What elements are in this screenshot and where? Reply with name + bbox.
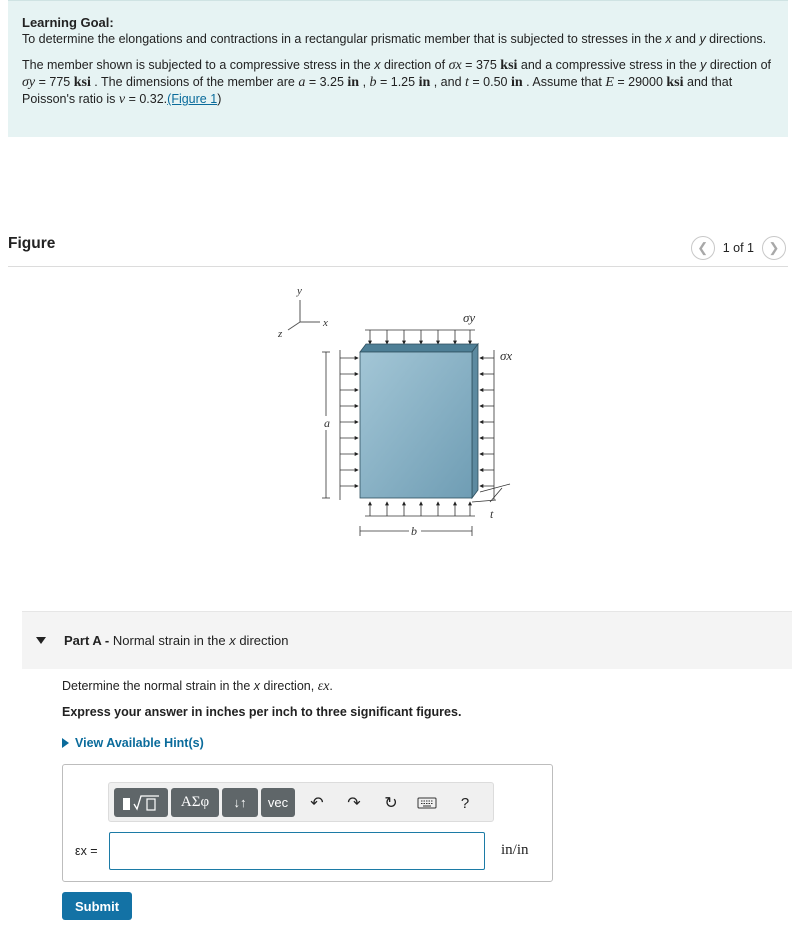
dimension-t-label: t xyxy=(490,507,494,521)
templates-button[interactable] xyxy=(114,788,168,817)
dimension-b-label: b xyxy=(411,524,417,538)
axis-y-label: y xyxy=(297,285,302,297)
figure-divider xyxy=(8,266,788,267)
figure-page-count: 1 of 1 xyxy=(722,241,754,255)
chevron-left-icon: ❮ xyxy=(697,240,709,255)
greek-symbols-button[interactable]: ΑΣφ xyxy=(171,788,219,817)
figure-link[interactable]: (Figure 1 xyxy=(167,92,218,106)
sigma-x-left-arrows xyxy=(340,350,358,500)
chevron-right-icon: ❯ xyxy=(768,240,780,255)
sigma-y-top-arrows xyxy=(365,330,475,344)
learning-goal-title: Learning Goal: xyxy=(22,15,114,30)
axis-z-label: z xyxy=(278,328,283,340)
block-top-face xyxy=(360,344,478,352)
answer-box xyxy=(62,764,553,882)
problem-statement: The member shown is subjected to a compressive stress in the x direction of σx = 375 ksi and a compressive stress in the y direction of σy = 775 ksi . The dimensions of the member are a = 3.25 in , b = 1.25 in , and t = 0.50 in . Assume that E = 29000 ksi and that Poisson's ratio is v = 0.32.(Figure 1) xyxy=(22,58,772,107)
figure-pager xyxy=(691,236,786,260)
part-a-title: Part A - Normal strain in the x direction xyxy=(64,633,289,648)
block-side-face xyxy=(472,344,478,498)
answer-unit: in/in xyxy=(501,842,529,858)
sigma-y-bottom-arrows xyxy=(365,502,475,516)
sigma-x-label: σx xyxy=(500,348,513,363)
question-text: Determine the normal strain in the x direction, εx. xyxy=(62,679,333,694)
block-front-face xyxy=(360,352,472,498)
submit-button[interactable]: Submit xyxy=(62,892,132,920)
part-a-header[interactable] xyxy=(22,611,792,669)
learning-goal-text: To determine the elongations and contractions in a rectangular prismatic member that is subjected to stresses in the x and y directions. xyxy=(22,32,767,46)
expand-triangle-icon xyxy=(62,738,69,748)
prev-figure-button[interactable] xyxy=(691,236,715,260)
sigma-x-right-arrows xyxy=(480,350,494,500)
reset-icon[interactable]: ↻ xyxy=(384,795,398,812)
collapse-triangle-icon[interactable] xyxy=(36,637,46,644)
epsilon-x-label: εx = xyxy=(75,844,98,858)
undo-icon[interactable]: ↶ xyxy=(310,795,324,812)
stress-block-figure xyxy=(270,278,530,548)
subscript-superscript-button[interactable]: ↓↑ xyxy=(222,788,258,817)
next-figure-button[interactable] xyxy=(762,236,786,260)
math-toolbar xyxy=(108,782,494,822)
vector-button[interactable]: vec xyxy=(261,788,295,817)
templates-icon xyxy=(121,793,161,813)
keyboard-icon[interactable] xyxy=(415,791,439,815)
dimension-a-label: a xyxy=(324,416,330,430)
coordinate-axes xyxy=(288,300,320,330)
sigma-y-label: σy xyxy=(463,310,476,325)
figure-heading: Figure xyxy=(8,235,56,252)
redo-icon[interactable]: ↷ xyxy=(347,795,361,812)
answer-input[interactable] xyxy=(109,832,485,870)
help-button[interactable]: ? xyxy=(460,794,470,812)
answer-instructions: Express your answer in inches per inch to three significant figures. xyxy=(62,705,462,719)
learning-goal-panel xyxy=(8,0,788,137)
axis-x-label: x xyxy=(323,317,328,329)
view-hints-link[interactable]: View Available Hint(s) xyxy=(62,736,204,750)
